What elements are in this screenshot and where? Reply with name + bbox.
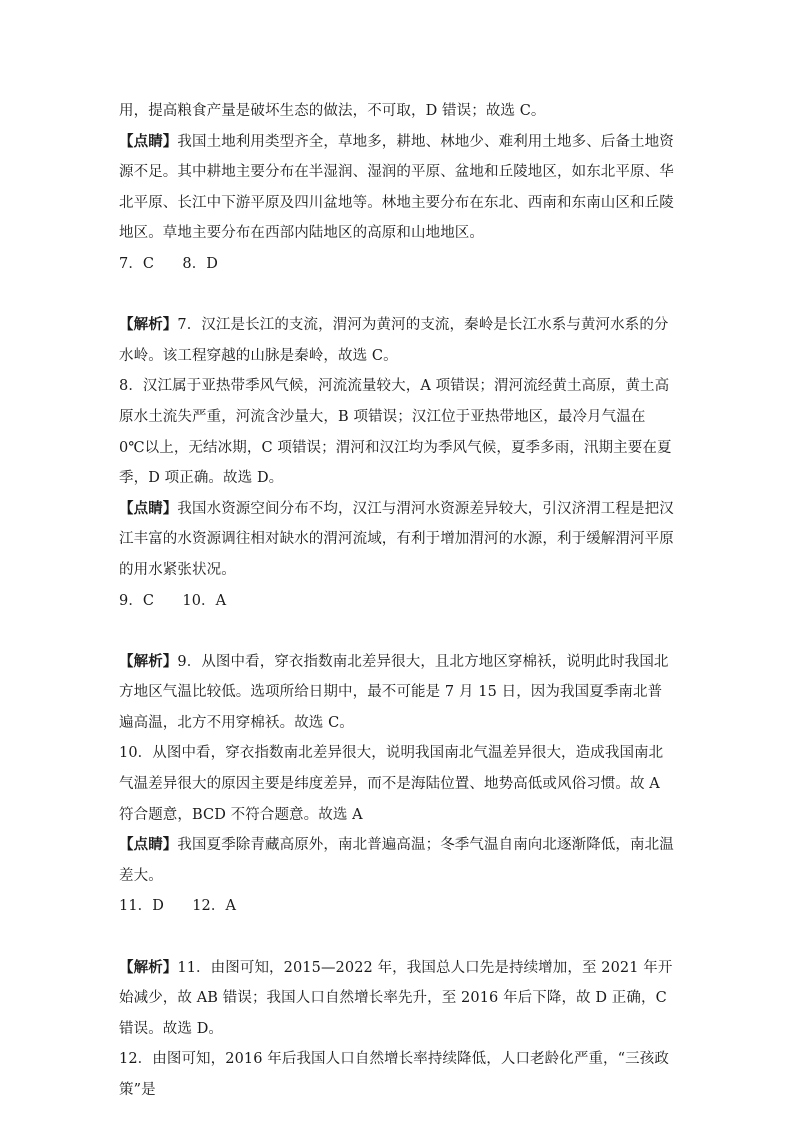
comment-tag: 【点睛】 [119,132,178,150]
answer-key-11-12: 11．D 12．A [119,898,237,915]
analysis-block-11 [119,953,675,1045]
analysis-item-8: 8．汉江属于亚热带季风气候，河流流量较大，A 项错误；渭河流经黄土高原，黄土高原水土流失严重，河流含沙量大，B 项错误；汉江位于亚热带地区，最冷月气温在 0℃以上，无结冰期，C 项错误；渭河和汉江均为季风气候，夏季多雨，汛期主要在夏季，D 项正确。故选 D。 [119,378,672,487]
analysis-tag: 【解析】 [119,652,178,670]
comment-tag: 【点睛】 [119,499,178,517]
analysis-text: 9．从图中看，穿衣指数南北差异很大，且北方地区穿棉袄，说明此时我国北方地区气温比较低。选项所给日期中，最不可能是 7 月 15 日，因为我国夏季南北普遍高温，北方不用穿棉袄。故选 C。 [119,653,669,731]
analysis-item-12: 12．由图可知，2016 年后我国人口自然增长率持续降低，人口老龄化严重，“三孩政策”是 [119,1051,669,1098]
spacer [119,616,675,647]
spacer [119,280,675,311]
analysis-text: 11．由图可知，2015—2022 年，我国总人口先是持续增加，至 2021 年开始减少，故 AB 错误；我国人口自然增长率先升，至 2016 年后下降，故 D 正确，C 错误。故选 D。 [119,959,673,1037]
analysis-block-7 [119,310,675,371]
analysis-item-10: 10．从图中看，穿衣指数南北差异很大，说明我国南北气温差异很大，造成我国南北气温差异很大的原因主要是纬度差异，而不是海陆位置、地势高低或风俗习惯。故 A 符合题意，BCD 不符合题意。故选 A [119,745,664,823]
comment-tag: 【点睛】 [119,836,178,854]
analysis-text: 7．汉江是长江的支流，渭河为黄河的支流，秦岭是长江水系与黄河水系的分水岭。该工程穿越的山脉是秦岭，故选 C。 [119,317,669,364]
comment-block-9-10 [119,830,675,891]
analysis-block-9 [119,647,675,739]
answer-content [119,96,675,1106]
comment-text: 我国土地利用类型齐全，草地多，耕地、林地少、难利用土地多、后备土地资源不足。其中耕地主要分布在半湿润、湿润的平原、盆地和丘陵地区，如东北平原、华北平原、长江中下游平原及四川盆地等。林地主要分布在东北、西南和东南山区和丘陵地区。草地主要分布在西部内陆地区的高原和山地地区。 [119,133,674,242]
comment-block-7-8 [119,494,675,586]
answer-key-9-10: 9．C 10．A [119,592,227,609]
answer-key-7-8: 7．C 8．D [119,255,219,272]
analysis-tag: 【解析】 [119,958,178,976]
analysis-tail-6: 用，提高粮食产量是破坏生态的做法，不可取，D 错误；故选 C。 [119,103,546,119]
comment-text: 我国夏季除青藏高原外，南北普遍高温；冬季气温自南向北逐渐降低，南北温差大。 [119,837,674,884]
analysis-tag: 【解析】 [119,316,178,334]
comment-text: 我国水资源空间分布不均，汉江与渭河水资源差异较大，引汉济渭工程是把汉江丰富的水资源调往相对缺水的渭河流域，有利于增加渭河的水源，利于缓解渭河平原的用水紧张状况。 [119,500,674,578]
spacer [119,922,675,953]
comment-block-5-6 [119,127,675,249]
